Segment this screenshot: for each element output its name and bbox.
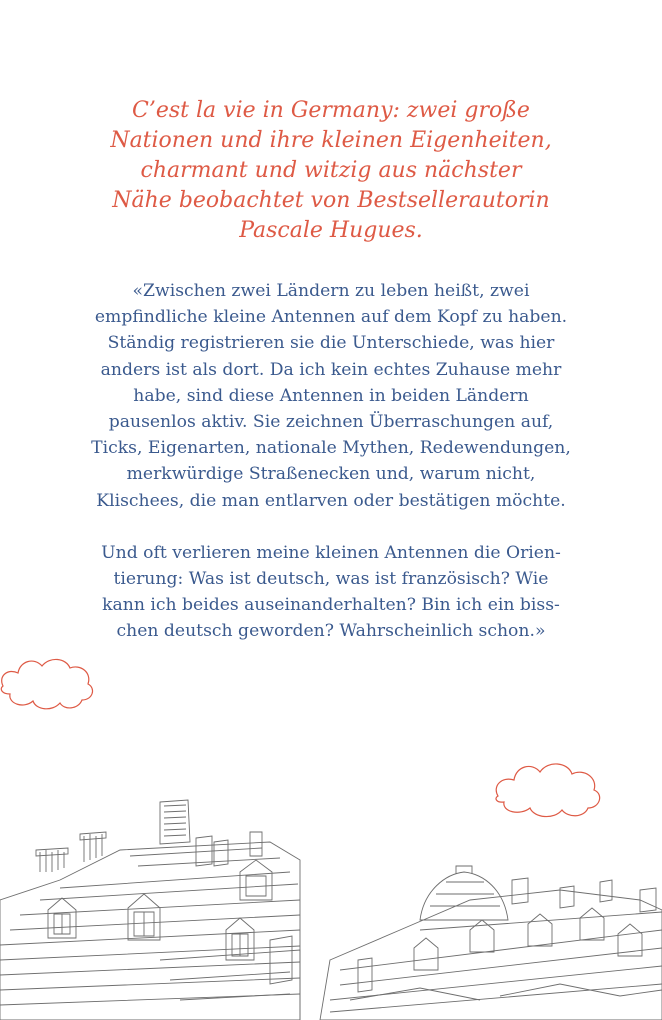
blurb-line: Nähe beobachtet von Bestsellerautorin — [112, 188, 550, 213]
quote-line: Ständig registrieren sie die Unterschiede, was hier — [107, 333, 555, 354]
left-rooftops — [0, 800, 300, 1020]
quote-line: chen deutsch geworden? Wahrscheinlich schon.» — [116, 621, 546, 642]
quote-line: Und oft verlieren meine kleinen Antennen die Orien- — [101, 542, 561, 563]
quote-line: «Zwischen zwei Ländern zu leben heißt, zwei — [132, 281, 530, 301]
quote-line: Klischees, die man entlarven oder bestätigen möchte. — [96, 490, 566, 511]
blurb-line: charmant und witzig aus nächster — [140, 158, 522, 183]
quote-line: pausenlos aktiv. Sie zeichnen Überraschungen auf, — [108, 412, 554, 433]
quote-line: tierung: Was ist deutsch, was ist französisch? Wie — [113, 569, 549, 590]
quote-line: habe, sind diese Antennen in beiden Ländern — [133, 385, 529, 406]
quote-line: Ticks, Eigenarten, nationale Mythen, Redewendungen, — [91, 438, 571, 459]
quote-line: empfindliche kleine Antennen auf dem Kopf zu haben. — [94, 307, 568, 328]
blurb-line: Pascale Hugues. — [239, 218, 423, 243]
quote-line: merkwürdige Straßenecken und, warum nicht, — [126, 464, 536, 485]
right-rooftops — [320, 866, 662, 1020]
blurb-line: Nationen und ihre kleinen Eigenheiten, — [110, 128, 552, 153]
quote-line: anders ist als dort. Da ich kein echtes Zuhause mehr — [100, 359, 562, 380]
blurb-line: C’est la vie in Germany: zwei große — [132, 98, 530, 123]
quote-line: kann ich beides auseinanderhalten? Bin ich ein biss- — [102, 595, 560, 616]
